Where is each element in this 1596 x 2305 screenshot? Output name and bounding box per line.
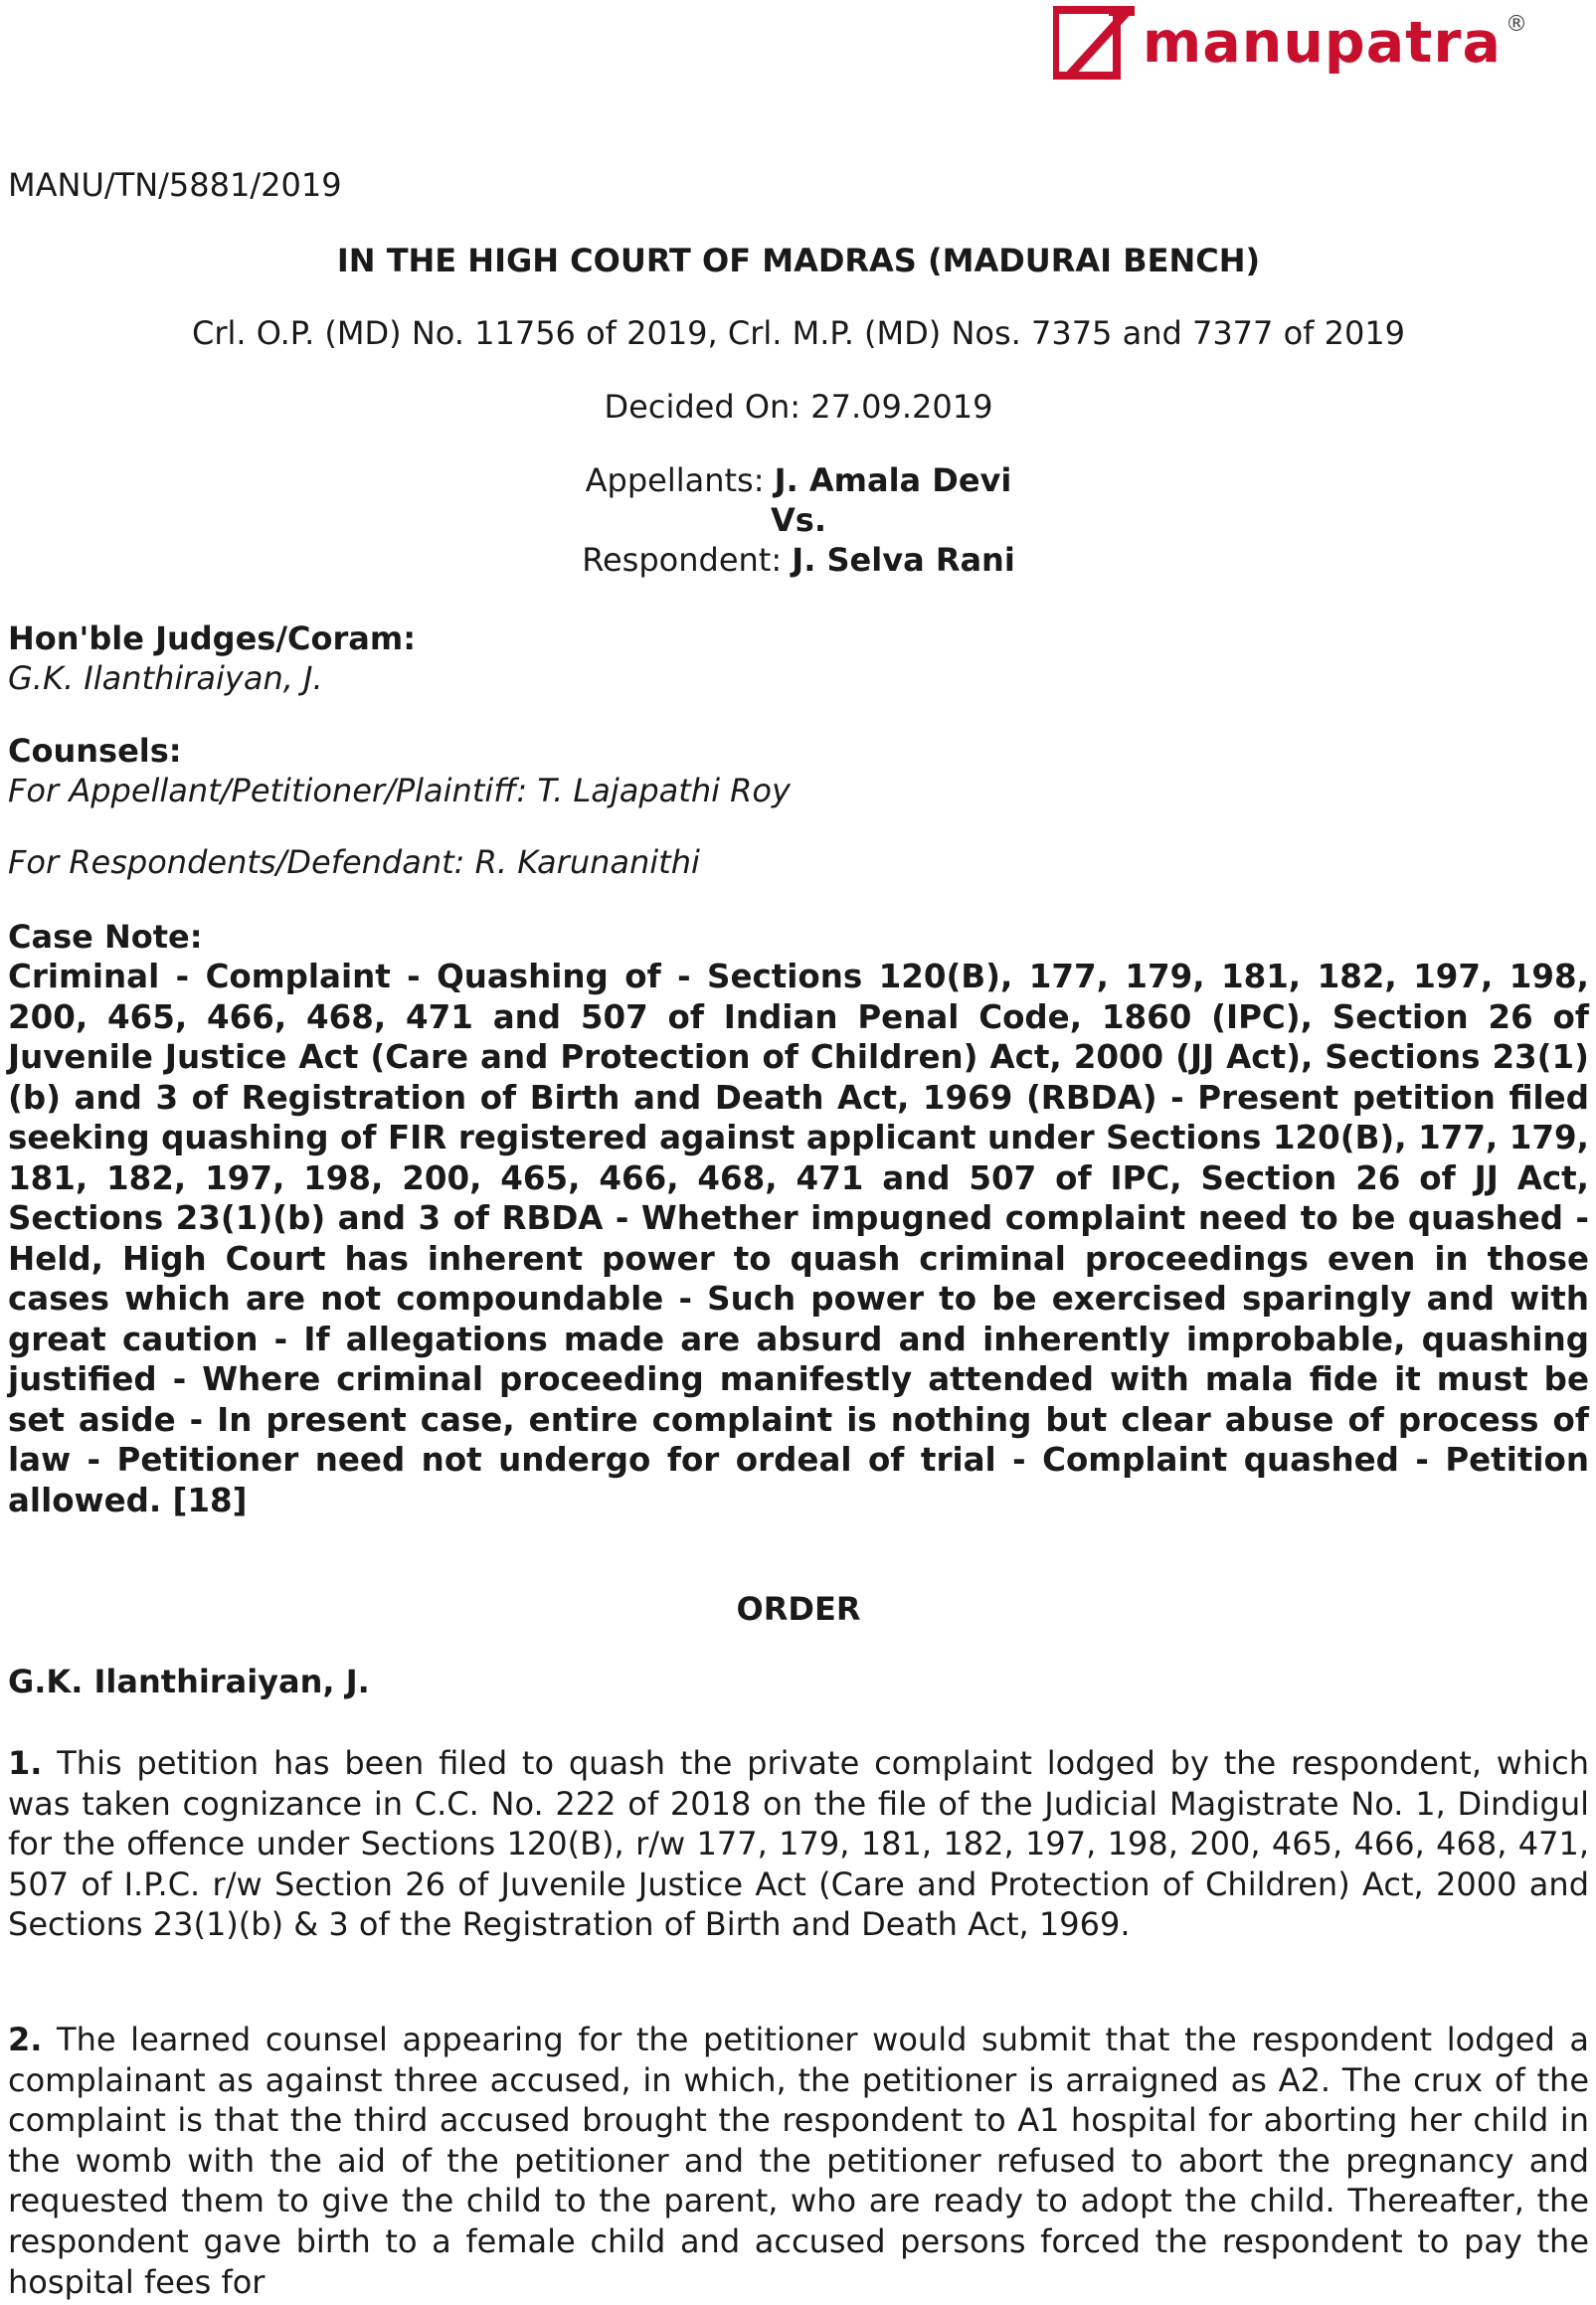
paragraph-text: The learned counsel appearing for the petitioner would submit that the respondent lodged a complainant as against three accused, in which, the petitioner is arraigned as A2. The crux of the complaint is that the third accused brought the respondent to A1 hospital for aborting her child in the womb with the aid of the petitioner and the petitioner refused to abort the pregnancy and requested them to give the child to the parent, who are ready to adopt the child. Thereafter, the respondent gave birth to a female child and accused persons forced the respondent to pay the hospital fees for: [8, 2021, 1590, 2301]
paragraph: [8, 1743, 1589, 1945]
respondent-line: [8, 540, 1589, 580]
judges-label: Hon'ble Judges/Coram:: [8, 620, 416, 657]
paragraph: [8, 2020, 1589, 2302]
paragraph-text: This petition has been filed to quash the private complaint lodged by the respondent, which was taken cognizance in C.C. No. 222 of 2018 on the file of the Judicial Magistrate No. 1, Dindigul for the offence under Sections 120(B), r/w 177, 179, 181, 182, 197, 198, 200, 465, 466, 468, 471, 507 of I.P.C. r/w Section 26 of Juvenile Justice Act (Care and Protection of Children) Act, 2000 and Sections 23(1)(b) & 3 of the Registration of Birth and Death Act, 1969.: [8, 1744, 1590, 1944]
order-judge: G.K. Ilanthiraiyan, J.: [8, 1663, 370, 1700]
respondent-name: J. Selva Rani: [792, 541, 1015, 579]
versus: [8, 500, 1589, 540]
brand-name: manupatra: [1142, 9, 1502, 76]
parties: [8, 460, 1589, 580]
order-title: ORDER: [736, 1590, 861, 1628]
case-numbers: Crl. O.P. (MD) No. 11756 of 2019, Crl. M.P. (MD) Nos. 7375 and 7377 of 2019: [191, 314, 1406, 352]
respondent-counsel: For Respondents/Defendant: R. Karunanithi: [8, 843, 700, 881]
versus-text: Vs.: [771, 501, 826, 539]
paragraph-number: 2.: [8, 2021, 43, 2058]
registered-mark: ®: [1506, 12, 1527, 37]
court-name: IN THE HIGH COURT OF MADRAS (MADURAI BENCH): [336, 242, 1261, 279]
manupatra-logo: [1053, 6, 1527, 80]
appellant-counsel: For Appellant/Petitioner/Plaintiff: T. Lajapathi Roy: [8, 772, 791, 809]
case-note-label: Case Note:: [8, 918, 203, 956]
paragraph-number: 1.: [8, 1744, 43, 1782]
manupatra-logo-icon: [1053, 6, 1135, 80]
appellants-name: J. Amala Devi: [774, 461, 1012, 499]
judges-section: [8, 619, 1589, 698]
judge-name: G.K. Ilanthiraiyan, J.: [8, 659, 323, 697]
appellants-label: Appellants:: [585, 461, 765, 499]
appellants-line: [8, 460, 1589, 500]
counsels-section: [8, 731, 1589, 882]
case-note-text: Criminal - Complaint - Quashing of - Sections 120(B), 177, 179, 181, 182, 197, 198, 200, 465, 466, 468, 471 and 507 of Indian Penal Code, 1860 (IPC), Section 26 of Juvenile Justice Act (Care and Protection of Children) Act, 2000 (JJ Act), Sections 23(1)(b) and 3 of Registration of Birth and Death Act, 1969 (RBDA) - Present petition filed seeking quashing of FIR registered against applicant under Sections 120(B), 177, 179, 181, 182, 197, 198, 200, 465, 466, 468, 471 and 507 of IPC, Section 26 of JJ Act, Sections 23(1)(b) and 3 of RBDA - Whether impugned complaint need to be quashed - Held, High Court has inherent power to quash criminal proceedings even in those cases which are not compoundable - Such power to be exercised sparingly and with great caution - If allegations made are absurd and inherently improbable, quashing justified - Where criminal proceeding manifestly attended with mala fide it must be set aside - In present case, entire complaint is nothing but clear abuse of process of law - Petitioner need not undergo for ordeal of trial - Complaint quashed - Petition allowed. [18]: [8, 958, 1589, 1519]
case-note-section: [8, 917, 1589, 1520]
counsels-label: Counsels:: [8, 732, 182, 770]
respondent-label: Respondent:: [582, 541, 783, 579]
decided-on: Decided On: 27.09.2019: [604, 388, 993, 426]
citation: MANU/TN/5881/2019: [8, 166, 342, 204]
